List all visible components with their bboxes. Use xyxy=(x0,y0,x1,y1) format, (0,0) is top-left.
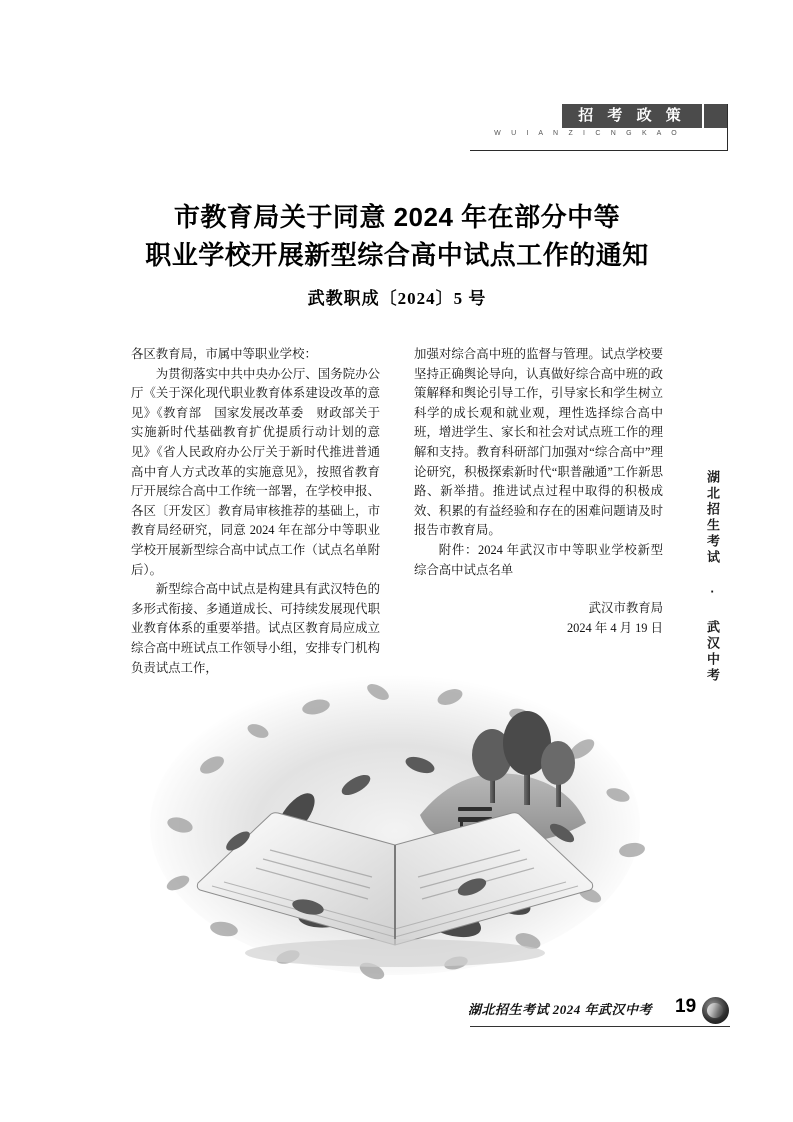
publisher-logo-icon xyxy=(702,997,729,1024)
body-column-left xyxy=(131,345,380,678)
header-vertical-divider xyxy=(727,104,728,151)
category-badge-block xyxy=(704,104,727,128)
signature-date: 2024 年 4 月 19 日 xyxy=(566,620,663,635)
document-number: 武教职成〔2024〕5 号 xyxy=(307,289,487,308)
page-title xyxy=(66,198,728,309)
document-body xyxy=(131,345,663,678)
footer-running-title: 湖北招生考试 2024 年武汉中考 xyxy=(468,1002,653,1017)
paragraph-right-1: 加强对综合高中班的监督与管理。试点学校要坚持正确舆论导向，认真做好综合高中班的政策解释和舆论引导工作，引导家长和学生树立科学的成长观和就业观，理性选择综合高中班，增进学生、家长和社会对试点班工作的理解和支持。教育科研部门加强对“综合高中”理论研究，积极探索新时代“职普融通”工作新思路、新举措。推进试点过程中取得的积极成效、积累的有益经验和存在的困难问题请及时报告市教育局。 xyxy=(414,347,663,538)
header-divider xyxy=(470,150,727,151)
title-line-1: 市教育局关于同意 2024 年在部分中等 xyxy=(173,202,621,232)
category-pinyin: W U I A N Z I C N G K A O xyxy=(494,130,681,137)
page-footer xyxy=(430,996,730,1030)
title-line-2: 职业学校开展新型综合高中试点工作的通知 xyxy=(145,240,649,270)
page-header xyxy=(452,104,727,150)
paragraph-salutation: 各区教育局，市属中等职业学校： xyxy=(131,347,317,361)
open-book-with-leaves-and-trees-illustration xyxy=(120,645,680,990)
page-number: 19 xyxy=(675,996,697,1017)
footer-divider xyxy=(470,1026,730,1027)
body-column-right xyxy=(414,345,663,678)
signature-issuer: 武汉市教育局 xyxy=(588,601,663,616)
paragraph-attachment: 附件：2024 年武汉市中等职业学校新型综合高中试点名单 xyxy=(414,542,663,577)
side-running-title: 湖北招生考试 · 武汉中考 xyxy=(705,470,720,684)
paragraph-left-1: 为贯彻落实中共中央办公厅、国务院办公厅《关于深化现代职业教育体系建设改革的意见》《教育部 国家发展改革委 财政部关于实施新时代基础教育扩优提质行动计划的意见》《省人民政府办公厅关于新时代推进普通高中育人方式改革的实施意见》，按照省教育厅开展综合高中工作统一部署，在学校申报、各区〔开发区〕教育局审核推荐的基础上，市教育局经研究，同意 2024 年在部分中等职业学校开展新型综合高中试点工作（试点名单附后）。 xyxy=(131,366,380,577)
paragraph-left-2: 新型综合高中试点是构建具有武汉特色的多形式衔接、多通道成长、可持续发展现代职业教育体系的重要举措。试点区教育局应成立综合高中班试点工作领导小组，安排专门机构负责试点工作， xyxy=(131,582,380,675)
category-badge: 招 考 政 策 xyxy=(562,104,702,128)
